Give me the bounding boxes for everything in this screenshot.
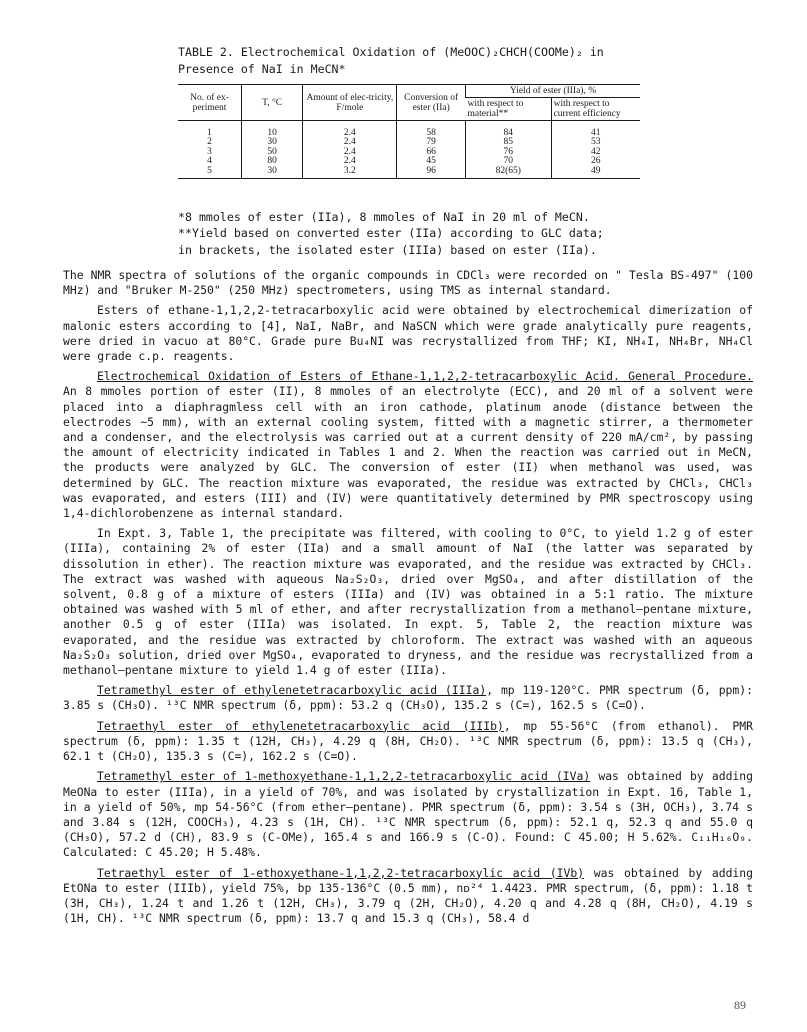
table-row [178, 138, 640, 147]
table-cell: 4 [207, 156, 212, 167]
table-cell: 58 [397, 121, 466, 139]
table-cell: 66 [397, 148, 466, 157]
table-cell: 26 [551, 157, 640, 166]
compound-heading: Tetraethyl ester of ethylenetetracarboxylic acid (IIIb) [97, 718, 504, 733]
table-cell: 49 [551, 167, 640, 179]
footnote: **Yield based on converted ester (IIa) according to GLC data; [178, 226, 604, 241]
data-table [178, 84, 640, 179]
table-cell: 45 [397, 157, 466, 166]
table-cell: 84 [465, 121, 551, 139]
compound-heading: Tetramethyl ester of ethylenetetracarboxylic acid (IIIa) [97, 683, 487, 698]
header-conversion: Conversion of ester (IIa) [397, 85, 466, 121]
table-cell: 2.4 [303, 121, 397, 139]
table-cell: 50 [241, 148, 302, 157]
paragraph-text: , mp 55-56°C (from ethanol). PMR spectrum (δ, ppm): 1.35 t (12H, CH₃), 4.29 q (8H, CH₂O). ¹³C NMR spectrum (δ, ppm): 13.5 q (CH₃), 62.1 t (CH₂O), 135.3 s (C=), 162.2 s (C=O). [63, 718, 753, 764]
table-cell: 2 [207, 137, 212, 148]
paragraph-ivb [63, 866, 753, 927]
paragraph-esters: Esters of ethane-1,1,2,2-tetracarboxylic acid were obtained by electrochemical dimerization of malonic esters according to [4], NaI, NaBr, and NaSCN which were grade analytically pure reagents, were dried in vacuo at 80°C. Grade pure Bu₄NI was recrystallized from THF; KI, NH₄I, NH₄Br, NH₄Cl were grade c.p. reagents. [63, 303, 753, 364]
paragraph-text: was obtained by adding EtONa to ester (IIIb), yield 75%, bp 135-136°C (0.5 mm), nᴅ²⁴ 1.4423. PMR spectrum, (δ, ppm): 1.18 t (3H, CH₃), 1.24 t and 1.26 t (12H, CH₃), 3.79 q (2H, CH₂O), 4.20 q and 4.28 q (8H, CH₂O), 4.19 s (1H, CH). ¹³C NMR spectrum (δ, ppm): 13.7 q and 15.3 q (CH₃), 58.4 d [63, 865, 753, 926]
paragraph-text: An 8 mmoles portion of ester (II), 8 mmoles of an electrolyte (ECC), and 20 ml of a solvent were placed into a diaphragmless cell with an iron cathode, platinum anode (distance between the electrodes ~5 mm), with an external cooling system, fitted with a magnetic stirrer, a thermometer and a condenser, and the electrolysis was carried out at a current density of 220 mA/cm², by passing the amount of electricity indicated in Tables 1 and 2. When the reaction was carried out in MeCN, the products were analyzed by GLC. The conversion of ester (II) when methanol was used, was determined by GLC. The reaction mixture was evaporated, the residue was extracted by CHCl₃, CHCl₃ was evaporated, and esters (III) and (IV) were quantitatively determined by PMR spectroscopy using 1,4-dichlorobenzene as internal standard. [63, 384, 753, 521]
table-cell: 5 [178, 167, 241, 179]
table-row [178, 157, 640, 166]
header-yield-group: Yield of ester (IIIa), % [465, 85, 640, 98]
compound-heading: Tetramethyl ester of 1-methoxyethane-1,1,2,2-tetracarboxylic acid (IVa) [97, 769, 591, 784]
paragraph-general-procedure [63, 369, 753, 521]
compound-heading: Tetraethyl ester of 1-ethoxyethane-1,1,2,2-tetracarboxylic acid (IVb) [97, 865, 585, 880]
paragraph-iiia [63, 683, 753, 713]
table-caption-line: TABLE 2. Electrochemical Oxidation of (MeOOC)₂CHCH(COOMe)₂ in [178, 45, 604, 59]
footnote: *8 mmoles of ester (IIa), 8 mmoles of NaI in 20 ml of MeCN. [178, 210, 590, 224]
paragraph-text: was obtained by adding MeONa to ester (IIIa), in a yield of 70%, and was isolated by crystallization in Expt. 16, Table 1, in a yield of 50%, mp 54-56°C (from ether–pentane). PMR spectrum (δ, ppm): 3.54 s (3H, OCH₃), 3.74 s and 3.84 s (12H, COOCH₃), 4.23 s (1H, CH). ¹³C NMR spectrum (δ, ppm): 52.1 q, 52.3 q and 55.0 q (CH₃O), 57.2 d (CH), 83.9 s (C-OMe), 165.4 s and 166.9 s (C-O). Found: C 45.00; H 5.62%. C₁₁H₁₆O₉. Calculated: C 45.20; H 5.48%. [63, 769, 753, 860]
table-cell: 3.2 [303, 167, 397, 179]
table-cell: 79 [397, 138, 466, 147]
table-row [178, 148, 640, 157]
table-caption-line: Presence of NaI in MeCN* [178, 62, 346, 76]
body-text [63, 268, 753, 931]
table-cell: 41 [551, 121, 640, 139]
table-cell: 96 [397, 167, 466, 179]
table-cell: 30 [241, 138, 302, 147]
page-number: 89 [734, 998, 746, 1012]
header-yield-current: with respect to current efficiency [551, 98, 640, 121]
table-cell: 76 [465, 148, 551, 157]
section-heading: Electrochemical Oxidation of Esters of Ethane-1,1,2,2-tetracarboxylic Acid. General Procedure. [97, 369, 753, 384]
table-cell: 42 [551, 148, 640, 157]
header-temperature: T, °C [241, 85, 302, 121]
header-experiment: No. of ex-periment [178, 85, 241, 121]
paragraph-expt3: In Expt. 3, Table 1, the precipitate was filtered, with cooling to 0°C, to yield 1.2 g of ester (IIIa), containing 2% of ester (IIa) and a small amount of NaI (the latter was separated by dissolution in ether). The reaction mixture was evaporated, and the residue was extracted by CHCl₃. The extract was washed with aqueous Na₂S₂O₃, dried over MgSO₄, and after distillation of the solvent, 0.8 g of a mixture of esters (IIIa) and (IV) was obtained in a 5:1 ratio. The mixture obtained was washed with 5 ml of ether, and after recrystallization from a methanol–pentane mixture, another 0.5 g of ester (IIIa) was isolated. In expt. 5, Table 2, the reaction mixture was evaporated, and the residue was extracted by chloroform. The extract was washed with an aqueous Na₂S₂O₃ solution, dried over MgSO₄, evaporated to dryness, and the residue was recrystallized from a methanol–pentane mixture to yield 1.4 g of ester (IIIa). [63, 526, 753, 678]
table-cell: 53 [551, 138, 640, 147]
table-cell: 2.4 [303, 157, 397, 166]
table-cell: 80 [241, 157, 302, 166]
paragraph-iva [63, 769, 753, 860]
table-footnotes [178, 209, 638, 258]
table-cell: 82(65) [465, 167, 551, 179]
footnote: in brackets, the isolated ester (IIIa) based on ester (IIa). [178, 242, 597, 257]
paragraph-nmr: The NMR spectra of solutions of the organic compounds in CDCl₃ were recorded on " Tesla BS-497" (100 MHz) and "Bruker M-250" (250 MHz) spectrometers, using TMS as internal standard. [63, 268, 753, 298]
table-cell: 30 [241, 167, 302, 179]
table-cell: 1 [207, 128, 212, 138]
table-cell: 10 [241, 121, 302, 139]
paragraph-text: , mp 119-120°C. PMR spectrum (δ, ppm): 3.85 s (CH₃O). ¹³C NMR spectrum (δ, ppm): 53.2 q (CH₃O), 135.2 s (C=), 162.5 s (C=O). [63, 683, 753, 713]
table-row [178, 167, 640, 179]
table-caption [178, 44, 638, 78]
table-cell: 3 [207, 146, 212, 157]
table-row [178, 121, 640, 139]
table-cell: 70 [465, 157, 551, 166]
table-cell: 2.4 [303, 138, 397, 147]
paragraph-iiib [63, 719, 753, 765]
header-electricity: Amount of elec-tricity, F/mole [303, 85, 397, 121]
table-cell: 2.4 [303, 148, 397, 157]
header-yield-material: with respect to material** [465, 98, 551, 121]
table-cell: 85 [465, 138, 551, 147]
